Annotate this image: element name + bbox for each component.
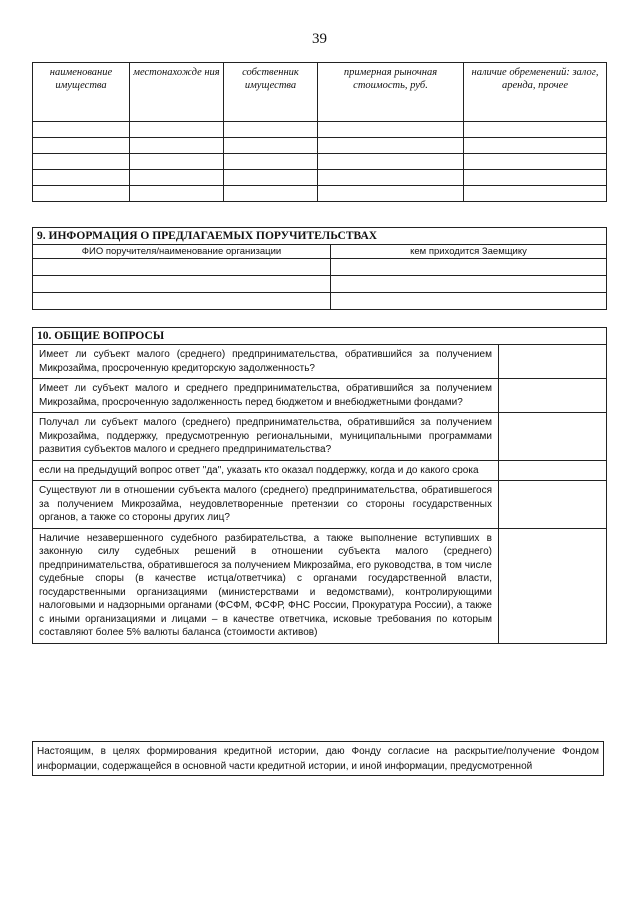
table-cell[interactable] [130, 170, 224, 186]
question-row [33, 481, 607, 529]
table-row [33, 259, 607, 276]
table-row [33, 186, 607, 202]
table-cell[interactable] [318, 170, 464, 186]
table-cell[interactable] [464, 186, 607, 202]
question-text: Имеет ли субъект малого и среднего предпринимательства, обратившийся за получением Микрозайма, просроченную задолженность перед бюджетом и внебюджетными фондами? [33, 379, 499, 413]
answer-cell[interactable] [499, 460, 607, 481]
question-text: если на предыдущий вопрос ответ "да", указать кто оказал поддержку, когда и до какого срока [33, 460, 499, 481]
answer-cell[interactable] [499, 413, 607, 461]
property-table [32, 62, 607, 202]
section-title-general: 10. ОБЩИЕ ВОПРОСЫ [33, 328, 607, 345]
page-number: 39 [312, 31, 327, 47]
table-cell[interactable] [464, 138, 607, 154]
general-questions-table [32, 327, 607, 644]
table-row [33, 276, 607, 293]
table-cell[interactable] [33, 259, 331, 276]
question-row [33, 345, 607, 379]
table-row [33, 170, 607, 186]
table-cell[interactable] [464, 170, 607, 186]
table-cell[interactable] [224, 122, 318, 138]
table-cell[interactable] [130, 186, 224, 202]
table-cell[interactable] [331, 276, 607, 293]
answer-cell[interactable] [499, 345, 607, 379]
header-owner: собственник имущества [224, 63, 318, 122]
header-encumbrances: наличие обременений: залог, аренда, прочее [464, 63, 607, 122]
table-row [33, 154, 607, 170]
table-cell[interactable] [33, 293, 331, 310]
table-row [33, 138, 607, 154]
table-cell[interactable] [224, 186, 318, 202]
header-location: местонахожде ния [130, 63, 224, 122]
header-guarantor-name: ФИО поручителя/наименование организации [33, 245, 331, 259]
table-cell[interactable] [33, 186, 130, 202]
table-cell[interactable] [318, 186, 464, 202]
question-text: Наличие незавершенного судебного разбирательства, а также выполнение вступивших в законную силу судебных решений в отношении субъекта малого (среднего) предпринимательства, обратившегося за получением Микрозайма, его руководства, в том числе судебные споры (в качестве истца/ответчика) с органами государственной власти, государственными организациями (министерствами и ведомствами), контролирующими налоговыми и надзорными органами (ФСФМ, ФСФР, ФНС России, Прокуратура России), а также с иными организациями и лицами – в качестве ответчика, исковые требования по которым составляют более 5% валюты баланса (стоимости активов) [33, 528, 499, 643]
question-row [33, 528, 607, 643]
question-text: Имеет ли субъект малого (среднего) предпринимательства, обратившийся за получением Микрозайма, просроченную кредиторскую задолженность? [33, 345, 499, 379]
table-cell[interactable] [33, 122, 130, 138]
table-row [33, 122, 607, 138]
question-text: Существуют ли в отношении субъекта малого (среднего) предпринимательства, обратившегося за получением Микрозайма, неудовлетворенные претензии со стороны государственных органов, а также со стороны других лиц? [33, 481, 499, 529]
table-cell[interactable] [130, 122, 224, 138]
question-row [33, 460, 607, 481]
table-cell[interactable] [464, 122, 607, 138]
section-title-guarantors: 9. ИНФОРМАЦИЯ О ПРЕДЛАГАЕМЫХ ПОРУЧИТЕЛЬСТВАХ [33, 228, 607, 245]
table-cell[interactable] [33, 276, 331, 293]
header-market-value: примерная рыночная стоимость, руб. [318, 63, 464, 122]
answer-cell[interactable] [499, 379, 607, 413]
table-cell[interactable] [318, 154, 464, 170]
table-cell[interactable] [318, 122, 464, 138]
table-cell[interactable] [130, 138, 224, 154]
property-header-row [33, 63, 607, 122]
answer-cell[interactable] [499, 528, 607, 643]
table-cell[interactable] [224, 138, 318, 154]
table-cell[interactable] [331, 259, 607, 276]
table-cell[interactable] [464, 154, 607, 170]
question-row [33, 379, 607, 413]
consent-text: Настоящим, в целях формирования кредитной истории, даю Фонду согласие на раскрытие/получение Фондом информации, содержащейся в основной части кредитной истории, и иной информации, предусмотренной [32, 741, 604, 776]
table-cell[interactable] [331, 293, 607, 310]
question-row [33, 413, 607, 461]
header-relation: кем приходится Заемщику [331, 245, 607, 259]
table-cell[interactable] [318, 138, 464, 154]
table-cell[interactable] [33, 138, 130, 154]
question-text: Получал ли субъект малого (среднего) предпринимательства, обратившийся за получением Микрозайма, поддержку, предусмотренную региональными, муниципальными программами развития субъектов малого и среднего предпринимательства? [33, 413, 499, 461]
table-row [33, 293, 607, 310]
guarantors-table [32, 227, 607, 310]
header-property-name: наименование имущества [33, 63, 130, 122]
table-cell[interactable] [224, 170, 318, 186]
table-cell[interactable] [33, 154, 130, 170]
table-cell[interactable] [224, 154, 318, 170]
table-cell[interactable] [130, 154, 224, 170]
answer-cell[interactable] [499, 481, 607, 529]
table-cell[interactable] [33, 170, 130, 186]
